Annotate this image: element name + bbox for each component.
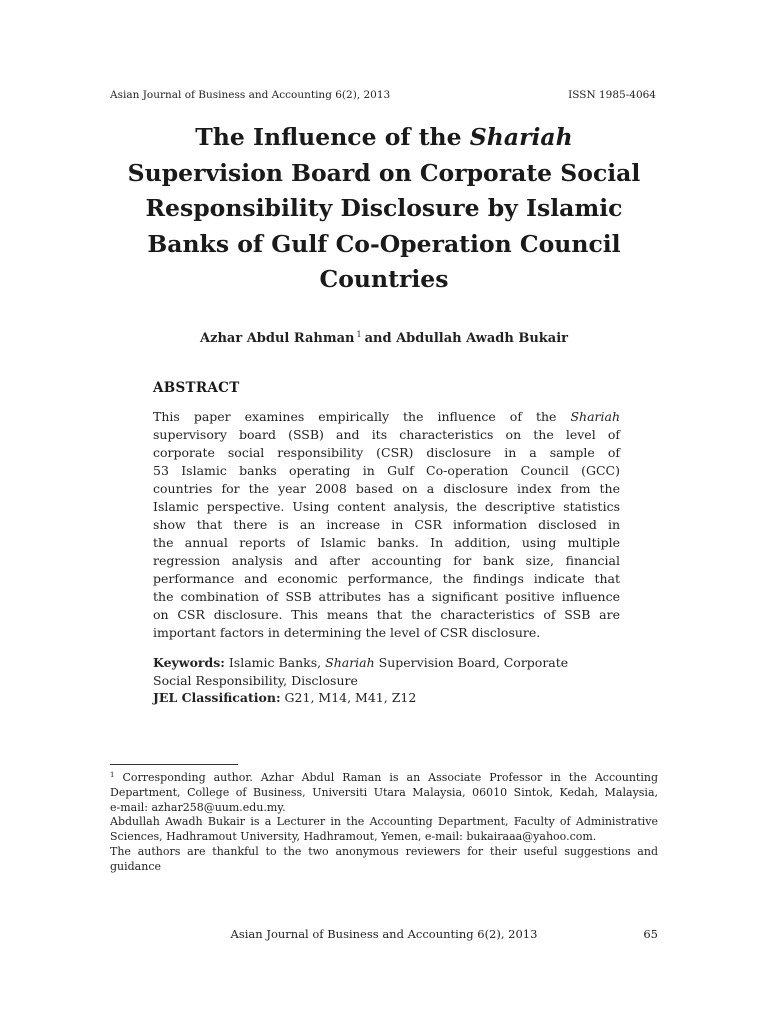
title-line-2: Supervision Board on Corporate Social [127, 158, 641, 187]
footnote-line: Sciences, Hadhramout University, Hadhramout, Yemen, e-mail: bukairaaa@yahoo.com. [110, 830, 597, 844]
abstract-line: countries for the year 2008 based on a disclosure index from the [153, 481, 620, 496]
author-footnote-marker: 1 [356, 330, 362, 339]
running-head-issn: ISSN 1985-4064 [568, 89, 656, 101]
article-title [100, 120, 668, 298]
abstract-line: 53 Islamic banks operating in Gulf Co-operation Council (GCC) [153, 463, 620, 478]
keywords-label: Keywords: [153, 655, 225, 670]
footnote-line: Abdullah Awadh Bukair is a Lecturer in the Accounting Department, Faculty of Administrative [110, 815, 658, 829]
abstract-heading: ABSTRACT [153, 380, 240, 396]
abstract-line: regression analysis and after accounting for bank size, financial [153, 553, 620, 568]
title-line-5: Countries [319, 265, 449, 293]
abstract-line: supervisory board (SSB) and its characteristics on the level of [153, 427, 620, 442]
footnote-line: e-mail: azhar258@uum.edu.my. [110, 800, 286, 814]
abstract-line: show that there is an increase in CSR information disclosed in [153, 517, 620, 532]
footnote-marker: 1 [110, 771, 115, 779]
footnote-line: $^1$ Corresponding author. Azhar Abdul Raman is an Associate Professor in the Accounting [110, 771, 658, 784]
abstract-italic-term: Shariah [570, 409, 620, 424]
abstract-line: performance and economic performance, the findings indicate that [153, 571, 620, 586]
jel-label: JEL Classification: [153, 690, 281, 705]
keywords-line: Keywords: Islamic Banks, Shariah Supervision Board, Corporate [153, 655, 569, 670]
abstract-line: important factors in determining the level of CSR disclosure. [153, 625, 541, 640]
title-line-1: The Influence of the Shariah [195, 123, 573, 151]
title-line-4: Banks of Gulf Co-Operation Council [147, 229, 621, 258]
abstract-body [153, 408, 620, 642]
keywords-block [153, 654, 620, 707]
footnote-divider [110, 764, 238, 765]
abstract-line: the combination of SSB attributes has a significant positive influence [153, 589, 620, 604]
footnote-line: guidance [110, 859, 161, 873]
abstract-line: corporate social responsibility (CSR) disclosure in a sample of [153, 445, 620, 460]
jel-classification [153, 689, 620, 707]
author-line [100, 330, 668, 346]
footnotes [110, 768, 658, 875]
author-connector: and Abdullah Awadh Bukair [364, 331, 568, 346]
title-line-3: Responsibility Disclosure by Islamic [145, 194, 623, 222]
footnote-line: The authors are thankful to the two anonymous reviewers for their useful suggestions and [110, 844, 658, 858]
abstract-line: Islamic perspective. Using content analysis, the descriptive statistics [153, 499, 620, 514]
running-head-journal: Asian Journal of Business and Accounting 6(2), 2013 [110, 89, 391, 101]
author-first: Azhar Abdul Rahman [200, 331, 355, 346]
page-number: 65 [643, 927, 658, 941]
abstract-line: This paper examines empirically the influence of the Shariah [153, 409, 620, 424]
keywords-line-2: Social Responsibility, Disclosure [153, 672, 358, 688]
abstract-line: the annual reports of Islamic banks. In addition, using multiple [153, 535, 620, 550]
footnote-line: Department, College of Business, Universiti Utara Malaysia, 06010 Sintok, Kedah, Malaysia, [110, 785, 658, 799]
abstract-line: on CSR disclosure. This means that the characteristics of SSB are [153, 607, 620, 622]
footer-journal: Asian Journal of Business and Accounting 6(2), 2013 [230, 927, 538, 941]
title-italic-term: Shariah [469, 123, 573, 151]
jel-codes: G21, M14, M41, Z12 [280, 690, 417, 705]
keywords-italic-term: Shariah [325, 655, 375, 670]
